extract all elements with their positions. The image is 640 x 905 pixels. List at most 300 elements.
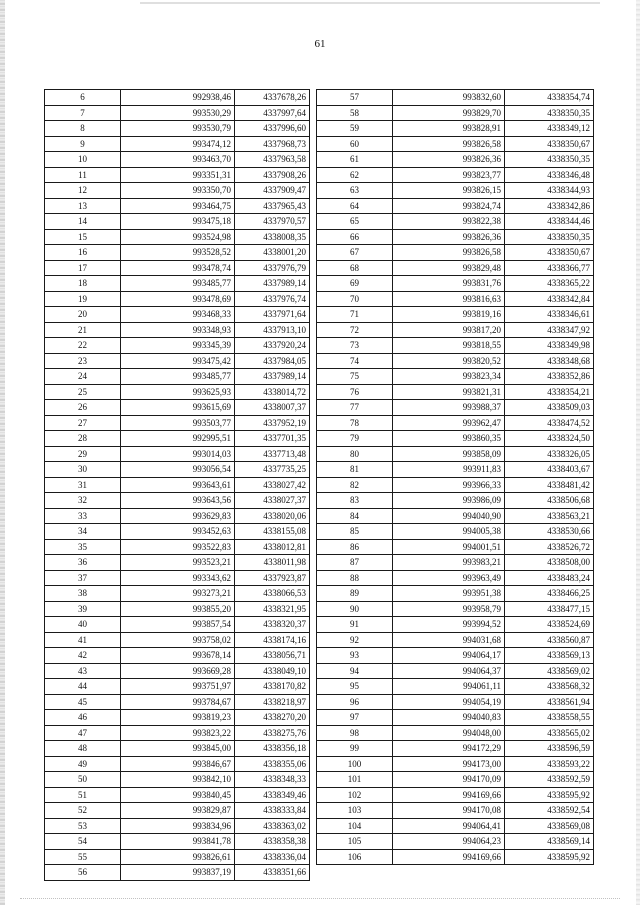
point-number-cell: 81 (317, 462, 393, 478)
point-number-cell: 61 (317, 152, 393, 168)
point-number-cell: 96 (317, 694, 393, 710)
y-coordinate-cell: 4338569,08 (505, 818, 594, 834)
y-coordinate-cell: 4338014,72 (235, 384, 310, 400)
coordinates-table-left (44, 89, 310, 881)
table-row (317, 245, 594, 261)
x-coordinate-cell: 993817,20 (393, 322, 505, 338)
table-row (317, 152, 594, 168)
point-number-cell: 17 (45, 260, 121, 276)
x-coordinate-cell: 994001,51 (393, 539, 505, 555)
x-coordinate-cell: 993822,38 (393, 214, 505, 230)
point-number-cell: 46 (45, 710, 121, 726)
y-coordinate-cell: 4338344,46 (505, 214, 594, 230)
point-number-cell: 86 (317, 539, 393, 555)
table-row (45, 415, 310, 431)
x-coordinate-cell: 993826,58 (393, 245, 505, 261)
x-coordinate-cell: 994169,66 (393, 787, 505, 803)
point-number-cell: 30 (45, 462, 121, 478)
y-coordinate-cell: 4338218,97 (235, 694, 310, 710)
x-coordinate-cell: 993983,21 (393, 555, 505, 571)
table-row (317, 198, 594, 214)
y-coordinate-cell: 4338508,00 (505, 555, 594, 571)
table-row (317, 555, 594, 571)
y-coordinate-cell: 4338170,82 (235, 679, 310, 695)
table-row (317, 725, 594, 741)
point-number-cell: 56 (45, 865, 121, 881)
y-coordinate-cell: 4338569,13 (505, 648, 594, 664)
y-coordinate-cell: 4338056,71 (235, 648, 310, 664)
table-row (45, 446, 310, 462)
y-coordinate-cell: 4338270,20 (235, 710, 310, 726)
x-coordinate-cell: 994040,90 (393, 508, 505, 524)
x-coordinate-cell: 993678,14 (121, 648, 235, 664)
x-coordinate-cell: 993475,18 (121, 214, 235, 230)
y-coordinate-cell: 4338509,03 (505, 400, 594, 416)
table-row (45, 121, 310, 137)
table-row (45, 152, 310, 168)
point-number-cell: 26 (45, 400, 121, 416)
x-coordinate-cell: 994064,17 (393, 648, 505, 664)
table-row (45, 663, 310, 679)
table-row (45, 229, 310, 245)
table-row (45, 167, 310, 183)
x-coordinate-cell: 993826,61 (121, 849, 235, 865)
y-coordinate-cell: 4338348,68 (505, 353, 594, 369)
x-coordinate-cell: 993986,09 (393, 493, 505, 509)
y-coordinate-cell: 4338483,24 (505, 570, 594, 586)
y-coordinate-cell: 4338352,86 (505, 369, 594, 385)
point-number-cell: 91 (317, 617, 393, 633)
point-number-cell: 55 (45, 849, 121, 865)
y-coordinate-cell: 4337920,24 (235, 338, 310, 354)
point-number-cell: 66 (317, 229, 393, 245)
point-number-cell: 38 (45, 586, 121, 602)
x-coordinate-cell: 993911,83 (393, 462, 505, 478)
point-number-cell: 52 (45, 803, 121, 819)
table-row (45, 198, 310, 214)
y-coordinate-cell: 4338333,84 (235, 803, 310, 819)
scan-edge-right (636, 0, 640, 905)
x-coordinate-cell: 993452,63 (121, 524, 235, 540)
x-coordinate-cell: 993837,19 (121, 865, 235, 881)
y-coordinate-cell: 4338481,42 (505, 477, 594, 493)
point-number-cell: 76 (317, 384, 393, 400)
table-row (45, 617, 310, 633)
table-row (45, 136, 310, 152)
table-row (317, 834, 594, 850)
point-number-cell: 42 (45, 648, 121, 664)
x-coordinate-cell: 993056,54 (121, 462, 235, 478)
point-number-cell: 23 (45, 353, 121, 369)
table-row (317, 586, 594, 602)
table-row (45, 90, 310, 106)
page-number: 61 (314, 38, 326, 50)
y-coordinate-cell: 4338326,05 (505, 446, 594, 462)
table-row (45, 570, 310, 586)
x-coordinate-cell: 993643,56 (121, 493, 235, 509)
x-coordinate-cell: 993845,00 (121, 741, 235, 757)
point-number-cell: 74 (317, 353, 393, 369)
point-number-cell: 68 (317, 260, 393, 276)
point-number-cell: 43 (45, 663, 121, 679)
x-coordinate-cell: 993818,55 (393, 338, 505, 354)
point-number-cell: 94 (317, 663, 393, 679)
point-number-cell: 98 (317, 725, 393, 741)
table-row (45, 834, 310, 850)
table-row (45, 632, 310, 648)
coordinates-table-left-body (45, 90, 310, 881)
y-coordinate-cell: 4338558,55 (505, 710, 594, 726)
point-number-cell: 89 (317, 586, 393, 602)
table-row (45, 586, 310, 602)
y-coordinate-cell: 4338350,67 (505, 245, 594, 261)
point-number-cell: 8 (45, 121, 121, 137)
point-number-cell: 31 (45, 477, 121, 493)
scan-bottom-mark (20, 898, 620, 899)
table-row (45, 648, 310, 664)
x-coordinate-cell: 993826,36 (393, 229, 505, 245)
point-number-cell: 11 (45, 167, 121, 183)
y-coordinate-cell: 4337968,73 (235, 136, 310, 152)
point-number-cell: 24 (45, 369, 121, 385)
y-coordinate-cell: 4338366,77 (505, 260, 594, 276)
y-coordinate-cell: 4338012,81 (235, 539, 310, 555)
y-coordinate-cell: 4338350,67 (505, 136, 594, 152)
point-number-cell: 13 (45, 198, 121, 214)
y-coordinate-cell: 4337735,25 (235, 462, 310, 478)
coordinates-table-right (316, 89, 594, 865)
y-coordinate-cell: 4338346,48 (505, 167, 594, 183)
y-coordinate-cell: 4337701,35 (235, 431, 310, 447)
x-coordinate-cell: 993820,52 (393, 353, 505, 369)
x-coordinate-cell: 993348,93 (121, 322, 235, 338)
point-number-cell: 34 (45, 524, 121, 540)
y-coordinate-cell: 4338027,37 (235, 493, 310, 509)
y-coordinate-cell: 4338365,22 (505, 276, 594, 292)
x-coordinate-cell: 993530,29 (121, 105, 235, 121)
table-row (45, 477, 310, 493)
table-row (317, 508, 594, 524)
x-coordinate-cell: 994040,83 (393, 710, 505, 726)
y-coordinate-cell: 4337713,48 (235, 446, 310, 462)
point-number-cell: 78 (317, 415, 393, 431)
point-number-cell: 70 (317, 291, 393, 307)
table-row (317, 601, 594, 617)
x-coordinate-cell: 993350,70 (121, 183, 235, 199)
point-number-cell: 104 (317, 818, 393, 834)
x-coordinate-cell: 994064,23 (393, 834, 505, 850)
y-coordinate-cell: 4338355,06 (235, 756, 310, 772)
y-coordinate-cell: 4337963,58 (235, 152, 310, 168)
y-coordinate-cell: 4338066,53 (235, 586, 310, 602)
x-coordinate-cell: 993951,38 (393, 586, 505, 602)
y-coordinate-cell: 4338561,94 (505, 694, 594, 710)
y-coordinate-cell: 4337971,64 (235, 307, 310, 323)
table-row (45, 105, 310, 121)
x-coordinate-cell: 993528,52 (121, 245, 235, 261)
y-coordinate-cell: 4337923,87 (235, 570, 310, 586)
x-coordinate-cell: 993351,31 (121, 167, 235, 183)
point-number-cell: 20 (45, 307, 121, 323)
x-coordinate-cell: 994061,11 (393, 679, 505, 695)
y-coordinate-cell: 4338524,69 (505, 617, 594, 633)
x-coordinate-cell: 993478,74 (121, 260, 235, 276)
table-row (45, 400, 310, 416)
x-coordinate-cell: 993828,91 (393, 121, 505, 137)
y-coordinate-cell: 4337976,79 (235, 260, 310, 276)
x-coordinate-cell: 993615,69 (121, 400, 235, 416)
point-number-cell: 101 (317, 772, 393, 788)
x-coordinate-cell: 993345,39 (121, 338, 235, 354)
x-coordinate-cell: 993821,31 (393, 384, 505, 400)
x-coordinate-cell: 993958,79 (393, 601, 505, 617)
x-coordinate-cell: 994170,08 (393, 803, 505, 819)
point-number-cell: 93 (317, 648, 393, 664)
point-number-cell: 51 (45, 787, 121, 803)
point-number-cell: 100 (317, 756, 393, 772)
table-row (45, 214, 310, 230)
point-number-cell: 9 (45, 136, 121, 152)
y-coordinate-cell: 4338466,25 (505, 586, 594, 602)
table-row (317, 524, 594, 540)
y-coordinate-cell: 4338351,66 (235, 865, 310, 881)
x-coordinate-cell: 993273,21 (121, 586, 235, 602)
x-coordinate-cell: 993523,21 (121, 555, 235, 571)
x-coordinate-cell: 993829,87 (121, 803, 235, 819)
point-number-cell: 65 (317, 214, 393, 230)
point-number-cell: 69 (317, 276, 393, 292)
point-number-cell: 71 (317, 307, 393, 323)
table-row (45, 865, 310, 881)
x-coordinate-cell: 994170,09 (393, 772, 505, 788)
table-row (45, 818, 310, 834)
y-coordinate-cell: 4337996,60 (235, 121, 310, 137)
y-coordinate-cell: 4338565,02 (505, 725, 594, 741)
point-number-cell: 90 (317, 601, 393, 617)
point-number-cell: 48 (45, 741, 121, 757)
x-coordinate-cell: 994005,38 (393, 524, 505, 540)
y-coordinate-cell: 4338020,06 (235, 508, 310, 524)
table-row (45, 369, 310, 385)
y-coordinate-cell: 4337909,47 (235, 183, 310, 199)
y-coordinate-cell: 4338569,14 (505, 834, 594, 850)
y-coordinate-cell: 4338275,76 (235, 725, 310, 741)
x-coordinate-cell: 994048,00 (393, 725, 505, 741)
y-coordinate-cell: 4338347,92 (505, 322, 594, 338)
y-coordinate-cell: 4338008,35 (235, 229, 310, 245)
table-row (317, 276, 594, 292)
y-coordinate-cell: 4338363,02 (235, 818, 310, 834)
x-coordinate-cell: 993475,42 (121, 353, 235, 369)
y-coordinate-cell: 4337678,26 (235, 90, 310, 106)
point-number-cell: 53 (45, 818, 121, 834)
y-coordinate-cell: 4338350,35 (505, 229, 594, 245)
y-coordinate-cell: 4338403,67 (505, 462, 594, 478)
point-number-cell: 85 (317, 524, 393, 540)
point-number-cell: 77 (317, 400, 393, 416)
x-coordinate-cell: 993816,63 (393, 291, 505, 307)
point-number-cell: 14 (45, 214, 121, 230)
x-coordinate-cell: 993860,35 (393, 431, 505, 447)
y-coordinate-cell: 4338350,35 (505, 152, 594, 168)
x-coordinate-cell: 993485,77 (121, 369, 235, 385)
y-coordinate-cell: 4337970,57 (235, 214, 310, 230)
point-number-cell: 105 (317, 834, 393, 850)
table-row (317, 818, 594, 834)
x-coordinate-cell: 993823,34 (393, 369, 505, 385)
y-coordinate-cell: 4337984,05 (235, 353, 310, 369)
y-coordinate-cell: 4338595,92 (505, 849, 594, 865)
point-number-cell: 49 (45, 756, 121, 772)
table-row (317, 229, 594, 245)
x-coordinate-cell: 993994,52 (393, 617, 505, 633)
point-number-cell: 62 (317, 167, 393, 183)
point-number-cell: 99 (317, 741, 393, 757)
point-number-cell: 39 (45, 601, 121, 617)
y-coordinate-cell: 4337989,14 (235, 369, 310, 385)
x-coordinate-cell: 993824,74 (393, 198, 505, 214)
table-row (317, 710, 594, 726)
x-coordinate-cell: 993963,49 (393, 570, 505, 586)
table-row (45, 307, 310, 323)
table-row (317, 260, 594, 276)
table-row (317, 694, 594, 710)
table-row (317, 121, 594, 137)
x-coordinate-cell: 993819,16 (393, 307, 505, 323)
coordinates-table-right-body (317, 90, 594, 865)
scan-edge-left (0, 0, 5, 905)
y-coordinate-cell: 4338007,37 (235, 400, 310, 416)
y-coordinate-cell: 4338592,59 (505, 772, 594, 788)
x-coordinate-cell: 993823,77 (393, 167, 505, 183)
x-coordinate-cell: 993464,75 (121, 198, 235, 214)
point-number-cell: 103 (317, 803, 393, 819)
x-coordinate-cell: 993629,83 (121, 508, 235, 524)
y-coordinate-cell: 4338349,98 (505, 338, 594, 354)
table-row (317, 400, 594, 416)
y-coordinate-cell: 4337913,10 (235, 322, 310, 338)
x-coordinate-cell: 993962,47 (393, 415, 505, 431)
x-coordinate-cell: 993751,97 (121, 679, 235, 695)
table-row (45, 694, 310, 710)
x-coordinate-cell: 993841,78 (121, 834, 235, 850)
x-coordinate-cell: 993343,62 (121, 570, 235, 586)
y-coordinate-cell: 4338356,18 (235, 741, 310, 757)
y-coordinate-cell: 4338354,21 (505, 384, 594, 400)
x-coordinate-cell: 993524,98 (121, 229, 235, 245)
table-row (317, 167, 594, 183)
point-number-cell: 29 (45, 446, 121, 462)
x-coordinate-cell: 994064,41 (393, 818, 505, 834)
table-row (45, 431, 310, 447)
point-number-cell: 6 (45, 90, 121, 106)
table-row (45, 493, 310, 509)
point-number-cell: 87 (317, 555, 393, 571)
point-number-cell: 102 (317, 787, 393, 803)
table-row (45, 539, 310, 555)
table-row (317, 214, 594, 230)
point-number-cell: 64 (317, 198, 393, 214)
table-row (45, 291, 310, 307)
y-coordinate-cell: 4338349,12 (505, 121, 594, 137)
x-coordinate-cell: 993758,02 (121, 632, 235, 648)
point-number-cell: 27 (45, 415, 121, 431)
table-row (317, 803, 594, 819)
point-number-cell: 106 (317, 849, 393, 865)
table-row (317, 648, 594, 664)
table-row (45, 725, 310, 741)
point-number-cell: 15 (45, 229, 121, 245)
table-row (317, 539, 594, 555)
table-row (45, 524, 310, 540)
point-number-cell: 36 (45, 555, 121, 571)
y-coordinate-cell: 4338001,20 (235, 245, 310, 261)
x-coordinate-cell: 993530,79 (121, 121, 235, 137)
table-row (317, 415, 594, 431)
x-coordinate-cell: 993966,33 (393, 477, 505, 493)
point-number-cell: 16 (45, 245, 121, 261)
table-row (317, 632, 594, 648)
table-row (317, 849, 594, 865)
x-coordinate-cell: 993826,36 (393, 152, 505, 168)
y-coordinate-cell: 4338027,42 (235, 477, 310, 493)
x-coordinate-cell: 993855,20 (121, 601, 235, 617)
point-number-cell: 35 (45, 539, 121, 555)
x-coordinate-cell: 993831,76 (393, 276, 505, 292)
table-row (317, 338, 594, 354)
point-number-cell: 37 (45, 570, 121, 586)
x-coordinate-cell: 993643,61 (121, 477, 235, 493)
y-coordinate-cell: 4338344,93 (505, 183, 594, 199)
table-row (45, 338, 310, 354)
point-number-cell: 67 (317, 245, 393, 261)
point-number-cell: 84 (317, 508, 393, 524)
point-number-cell: 41 (45, 632, 121, 648)
y-coordinate-cell: 4338342,86 (505, 198, 594, 214)
y-coordinate-cell: 4338348,33 (235, 772, 310, 788)
y-coordinate-cell: 4338174,16 (235, 632, 310, 648)
x-coordinate-cell: 993503,77 (121, 415, 235, 431)
x-coordinate-cell: 994064,37 (393, 663, 505, 679)
y-coordinate-cell: 4338011,98 (235, 555, 310, 571)
point-number-cell: 83 (317, 493, 393, 509)
x-coordinate-cell: 993478,69 (121, 291, 235, 307)
point-number-cell: 59 (317, 121, 393, 137)
point-number-cell: 10 (45, 152, 121, 168)
point-number-cell: 63 (317, 183, 393, 199)
y-coordinate-cell: 4338320,37 (235, 617, 310, 633)
y-coordinate-cell: 4338358,38 (235, 834, 310, 850)
x-coordinate-cell: 993669,28 (121, 663, 235, 679)
table-row (317, 307, 594, 323)
x-coordinate-cell: 994031,68 (393, 632, 505, 648)
x-coordinate-cell: 993826,58 (393, 136, 505, 152)
point-number-cell: 60 (317, 136, 393, 152)
x-coordinate-cell: 994054,19 (393, 694, 505, 710)
y-coordinate-cell: 4337952,19 (235, 415, 310, 431)
table-row (317, 663, 594, 679)
table-row (317, 446, 594, 462)
x-coordinate-cell: 992938,46 (121, 90, 235, 106)
point-number-cell: 95 (317, 679, 393, 695)
y-coordinate-cell: 4338321,95 (235, 601, 310, 617)
x-coordinate-cell: 993463,70 (121, 152, 235, 168)
y-coordinate-cell: 4337976,74 (235, 291, 310, 307)
point-number-cell: 82 (317, 477, 393, 493)
point-number-cell: 57 (317, 90, 393, 106)
point-number-cell: 72 (317, 322, 393, 338)
y-coordinate-cell: 4338049,10 (235, 663, 310, 679)
